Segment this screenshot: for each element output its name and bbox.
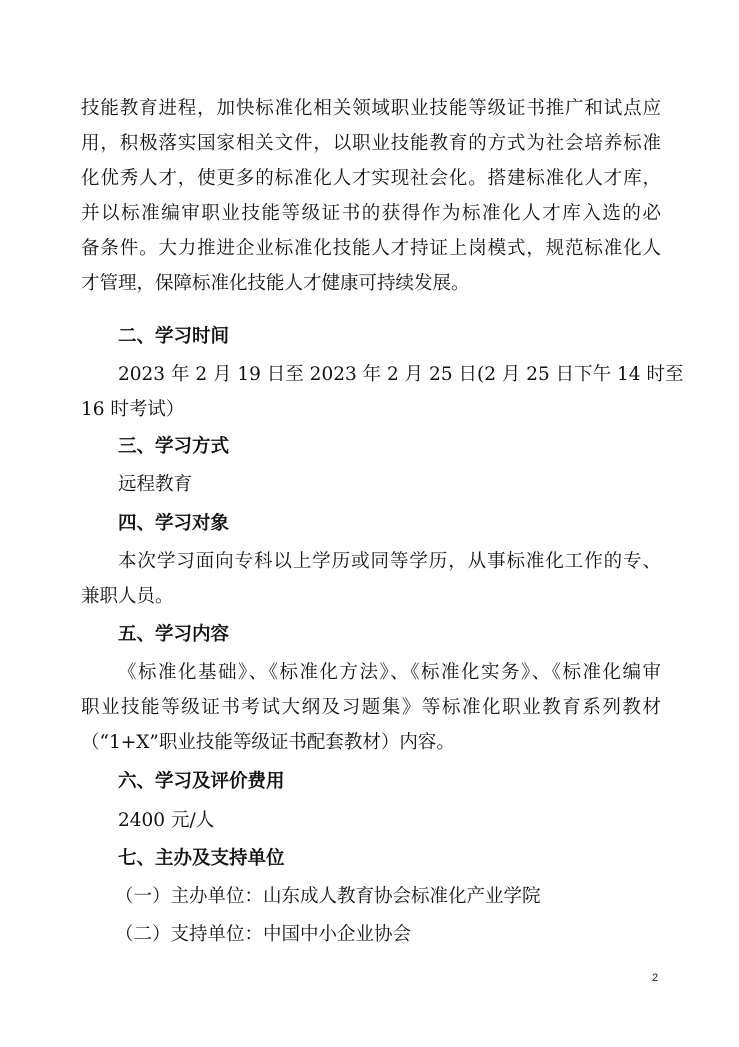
paragraph-line: 2400 元/人 — [118, 810, 215, 831]
paragraph-line: 并以标准编审职业技能等级证书的获得作为标准化人才库入选的必 — [81, 203, 661, 224]
section-heading-target: 四、学习对象 — [118, 513, 230, 534]
paragraph-line: 化优秀人才，使更多的标准化人才实现社会化。搭建标准化人才库， — [81, 168, 661, 189]
paragraph-line: 备条件。大力推进企业标准化技能人才持证上岗模式，规范标准化人 — [81, 238, 661, 259]
paragraph-line: （二）支持单位：中国中小企业协会 — [115, 924, 412, 945]
section-heading-content: 五、学习内容 — [118, 624, 230, 645]
paragraph-line: 技能教育进程，加快标准化相关领域职业技能等级证书推广和试点应 — [81, 98, 661, 119]
paragraph-line: 用，积极落实国家相关文件，以职业技能教育的方式为社会培养标准 — [81, 133, 661, 154]
paragraph-line: 职业技能等级证书考试大纲及习题集》等标准化职业教育系列教材 — [81, 697, 661, 718]
paragraph-line: 《标准化基础》、《标准化方法》、《标准化实务》、《标准化编审 — [118, 662, 661, 683]
section-heading-time: 二、学习时间 — [118, 326, 230, 347]
paragraph-line: 兼职人员。 — [81, 586, 174, 607]
paragraph-line: （一）主办单位：山东成人教育协会标准化产业学院 — [115, 886, 541, 907]
paragraph-line: （“1+X”职业技能等级证书配套教材）内容。 — [81, 732, 455, 753]
page-number: 2 — [652, 972, 659, 984]
paragraph-line: 16 时考试） — [81, 399, 185, 420]
paragraph-line: 才管理，保障标准化技能人才健康可持续发展。 — [81, 273, 470, 294]
section-heading-org: 七、主办及支持单位 — [118, 848, 285, 869]
paragraph-line: 2023 年 2 月 19 日至 2023 年 2 月 25 日(2 月 25 日下午 14 时至 — [118, 364, 684, 385]
section-heading-method: 三、学习方式 — [118, 436, 230, 457]
section-heading-fee: 六、学习及评价费用 — [118, 771, 285, 792]
paragraph-line: 远程教育 — [118, 474, 193, 495]
paragraph-line: 本次学习面向专科以上学历或同等学历，从事标准化工作的专、 — [118, 551, 661, 572]
